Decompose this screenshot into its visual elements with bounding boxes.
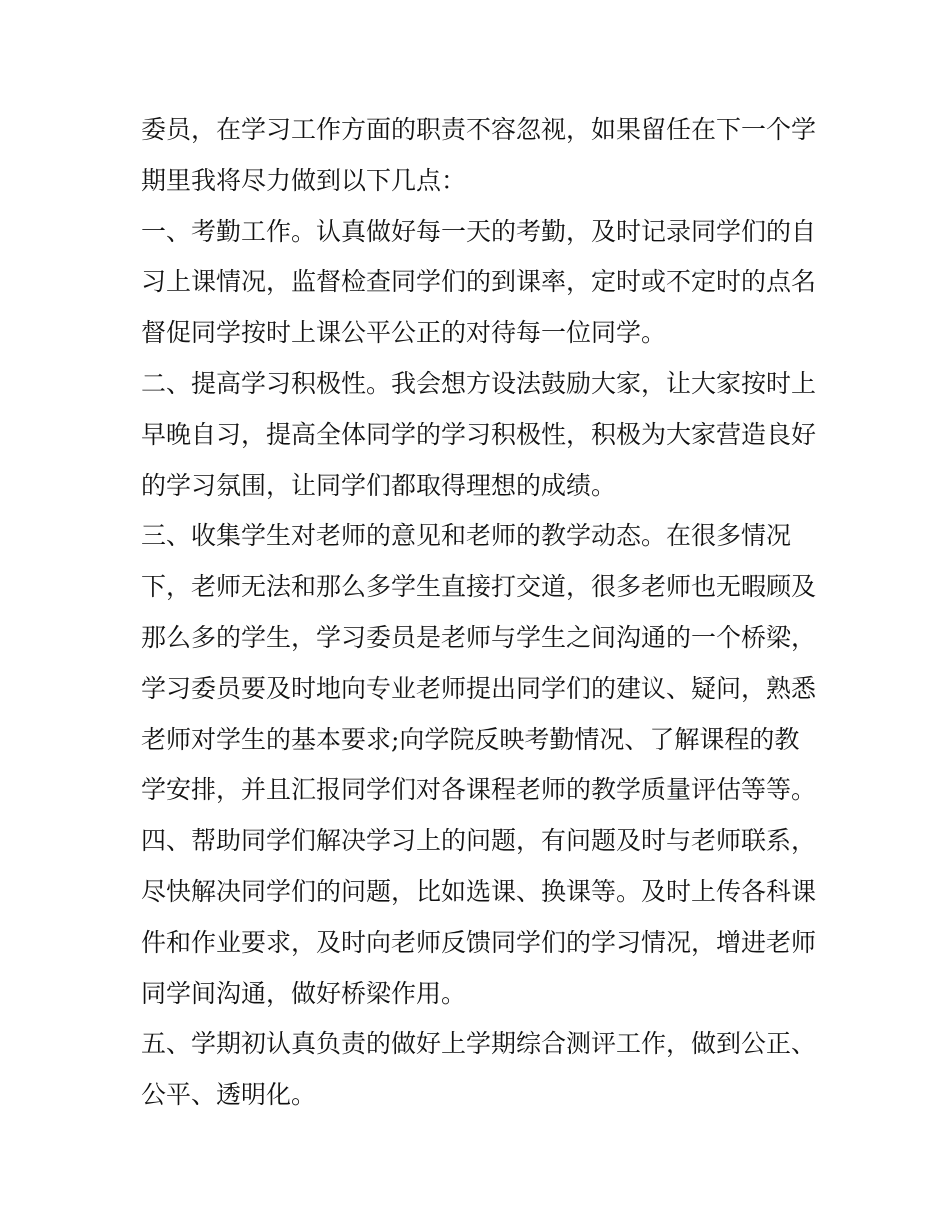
text-line: 公平、透明化。 xyxy=(141,1080,317,1109)
text-line: 期里我将尽力做到以下几点： xyxy=(141,166,467,195)
text-line: 二、提高学习积极性。我会想方设法鼓励大家，让大家按时上 xyxy=(141,369,817,398)
text-line: 四、帮助同学们解决学习上的问题，有问题及时与老师联系， xyxy=(141,826,817,855)
text-line: 尽快解决同学们的问题，比如选课、换课等。及时上传各科课 xyxy=(141,877,817,906)
text-line: 一、考勤工作。认真做好每一天的考勤，及时记录同学们的自 xyxy=(141,217,817,246)
text-line: 老师对学生的基本要求;向学院反映考勤情况、了解课程的教 xyxy=(141,725,800,754)
text-line: 早晚自习，提高全体同学的学习积极性，积极为大家营造良好 xyxy=(141,420,817,449)
text-line: 学安排，并且汇报同学们对各课程老师的教学质量评估等等。 xyxy=(141,775,817,804)
text-line: 五、学期初认真负责的做好上学期综合测评工作，做到公正、 xyxy=(141,1029,817,1058)
text-line: 那么多的学生，学习委员是老师与学生之间沟通的一个桥梁， xyxy=(141,623,817,652)
text-line: 三、收集学生对老师的意见和老师的教学动态。在很多情况 xyxy=(141,521,792,550)
text-line: 委员，在学习工作方面的职责不容忽视，如果留任在下一个学 xyxy=(141,115,817,144)
text-line: 件和作业要求，及时向老师反馈同学们的学习情况，增进老师 xyxy=(141,928,817,957)
text-line: 习上课情况，监督检查同学们的到课率，定时或不定时的点名 xyxy=(141,267,817,296)
text-line: 学习委员要及时地向专业老师提出同学们的建议、疑问，熟悉 xyxy=(141,674,817,703)
text-line: 同学间沟通，做好桥梁作用。 xyxy=(141,979,467,1008)
text-line: 督促同学按时上课公平公正的对待每一位同学。 xyxy=(141,318,667,347)
text-line: 的学习氛围，让同学们都取得理想的成绩。 xyxy=(141,471,617,500)
text-line: 下，老师无法和那么多学生直接打交道，很多老师也无暇顾及 xyxy=(141,572,817,601)
